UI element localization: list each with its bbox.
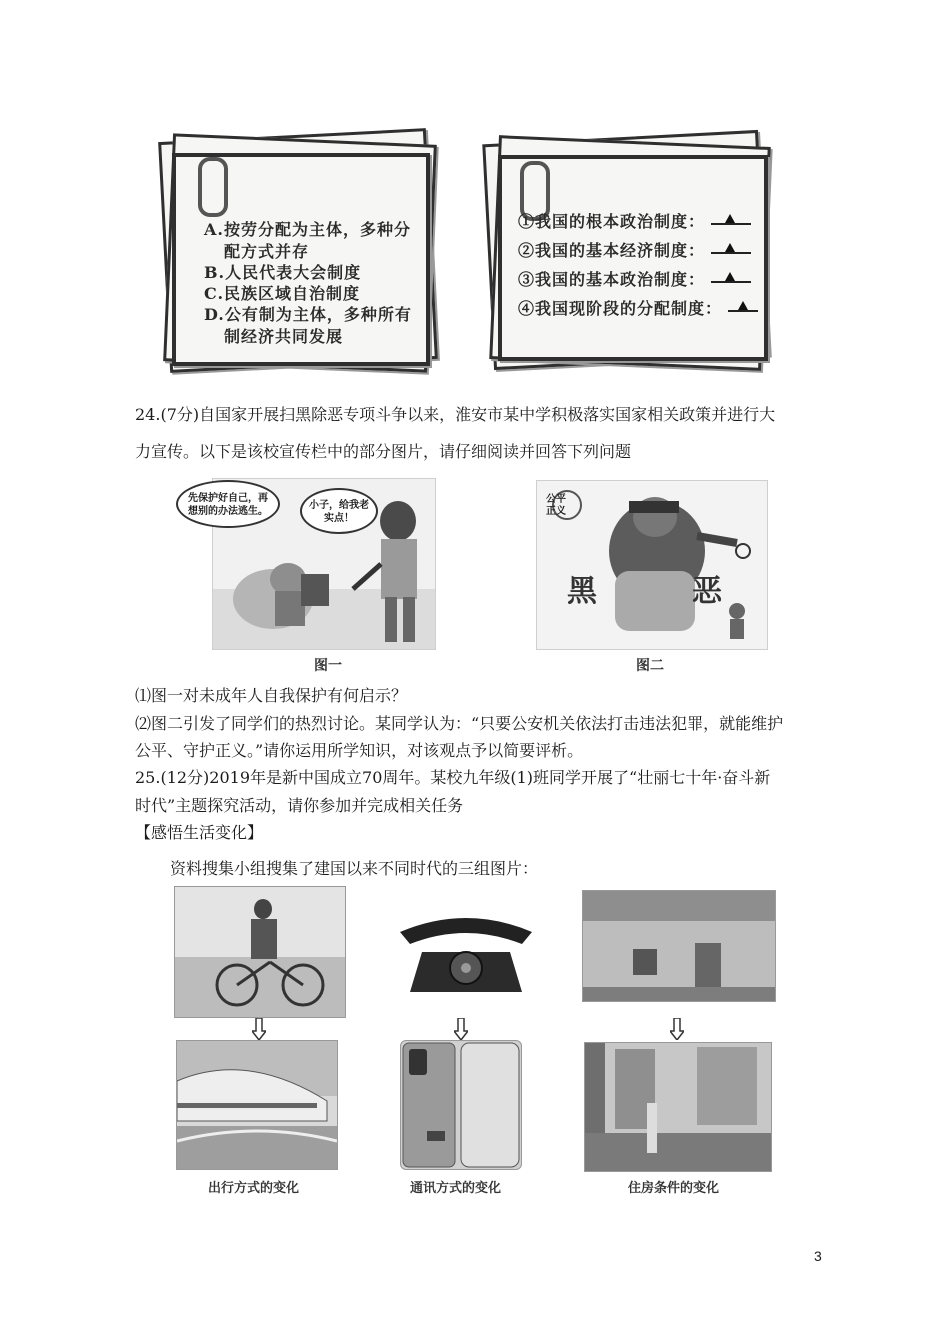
- triangle-marker-icon: [725, 214, 735, 223]
- photo-train-drawing: [177, 1041, 337, 1169]
- photo-apartments-drawing: [585, 1043, 771, 1171]
- paperclip-icon: [198, 157, 228, 217]
- photo-old-house: [582, 890, 776, 1002]
- figure-1-caption: 图一: [314, 658, 342, 674]
- card-right-item-2: [518, 238, 735, 261]
- arrow-down-icon: [670, 1018, 684, 1040]
- speech-bubble-1-text: 先保护好自己，再想别的办法逃生。: [188, 493, 268, 517]
- card-right-item-1: [518, 209, 735, 232]
- q25-line-1: 25.(12分)2019年是新中国成立70周年。某校九年级(1)班同学开展了“壮丽七十年·奋斗新: [135, 768, 771, 787]
- page-number: 3: [814, 1248, 822, 1264]
- speech-bubble-2: [300, 488, 378, 534]
- photo-apartments: [584, 1042, 772, 1172]
- triangle-marker-icon: [725, 243, 735, 252]
- card-left-stack: [150, 125, 440, 375]
- card-right-item-2-text: ②我国的基本经济制度：: [518, 241, 706, 260]
- card-right-item-1-text: ①我国的根本政治制度：: [518, 212, 706, 231]
- speech-bubble-1: [176, 480, 280, 528]
- q24-sub-2-line-2: 公平、守护正义。”请你运用所学知识，对该观点予以简要评析。: [135, 741, 584, 760]
- q24-line-1: 24.(7分)自国家开展扫黑除恶专项斗争以来，淮安市某中学积极落实国家相关政策并进行大: [135, 405, 776, 424]
- q25-section-title: 【感悟生活变化】: [135, 823, 264, 842]
- card-left-item-d2: 制经济共同发展: [224, 327, 344, 346]
- photo-rotary-phone: [392, 910, 540, 998]
- q25-intro: 资料搜集小组搜集了建国以来不同时代的三组图片：: [170, 859, 539, 878]
- photo-old-house-drawing: [583, 891, 775, 1001]
- cartoon-2-stamp: 公平正义: [546, 494, 566, 517]
- triangle-marker-icon: [725, 272, 735, 281]
- arrow-down-icon: [454, 1018, 468, 1040]
- svg-text:恶: 恶: [692, 574, 722, 609]
- card-right-item-3-text: ③我国的基本政治制度：: [518, 270, 706, 289]
- caption-travel-change: 出行方式的变化: [208, 1181, 300, 1196]
- card-left-item-d1: D.公有制为主体，多种所有: [204, 305, 412, 324]
- answer-blank: [728, 310, 758, 312]
- speech-bubble-2-text: 小子，给我老实点！: [309, 500, 369, 524]
- answer-blank: [711, 223, 751, 225]
- answer-blank: [711, 281, 751, 283]
- q24-line-2: 力宣传。以下是该校宣传栏中的部分图片，请仔细阅读并回答下列问题: [135, 442, 632, 461]
- svg-text:黑: 黑: [567, 574, 597, 609]
- figure-2-caption: 图二: [636, 658, 664, 674]
- triangle-marker-icon: [738, 301, 748, 310]
- q25-line-2: 时代”主题探究活动，请你参加并完成相关任务: [135, 796, 464, 815]
- photo-smartphone: [400, 1040, 522, 1170]
- caption-communication-change: 通讯方式的变化: [410, 1181, 502, 1196]
- photo-smartphone-drawing: [401, 1041, 521, 1169]
- card-right-item-4-text: ④我国现阶段的分配制度：: [518, 299, 723, 318]
- photo-bicycle-drawing: [175, 887, 345, 1017]
- photo-rotary-phone-drawing: [392, 910, 540, 998]
- card-left-item-b: B.人民代表大会制度: [204, 263, 362, 282]
- answer-blank: [711, 252, 751, 254]
- q24-sub-1: ⑴图一对未成年人自我保护有何启示？: [135, 686, 408, 705]
- card-left-item-c: C.民族区域自治制度: [204, 284, 361, 303]
- card-left-item-a2: 配方式并存: [224, 242, 310, 261]
- card-right-stack: [478, 125, 778, 380]
- caption-housing-change: 住房条件的变化: [628, 1181, 720, 1196]
- card-right-item-3: [518, 267, 735, 290]
- q24-sub-2-line-1: ⑵图二引发了同学们的热烈讨论。某同学认为：“只要公安机关依法打击违法犯罪，就能维护: [135, 714, 784, 733]
- photo-bicycle: [174, 886, 346, 1018]
- arrow-down-icon: [252, 1018, 266, 1040]
- photo-high-speed-train: [176, 1040, 338, 1170]
- card-left-item-a1: A.按劳分配为主体，多种分: [204, 220, 411, 239]
- card-right-item-4: [518, 296, 748, 319]
